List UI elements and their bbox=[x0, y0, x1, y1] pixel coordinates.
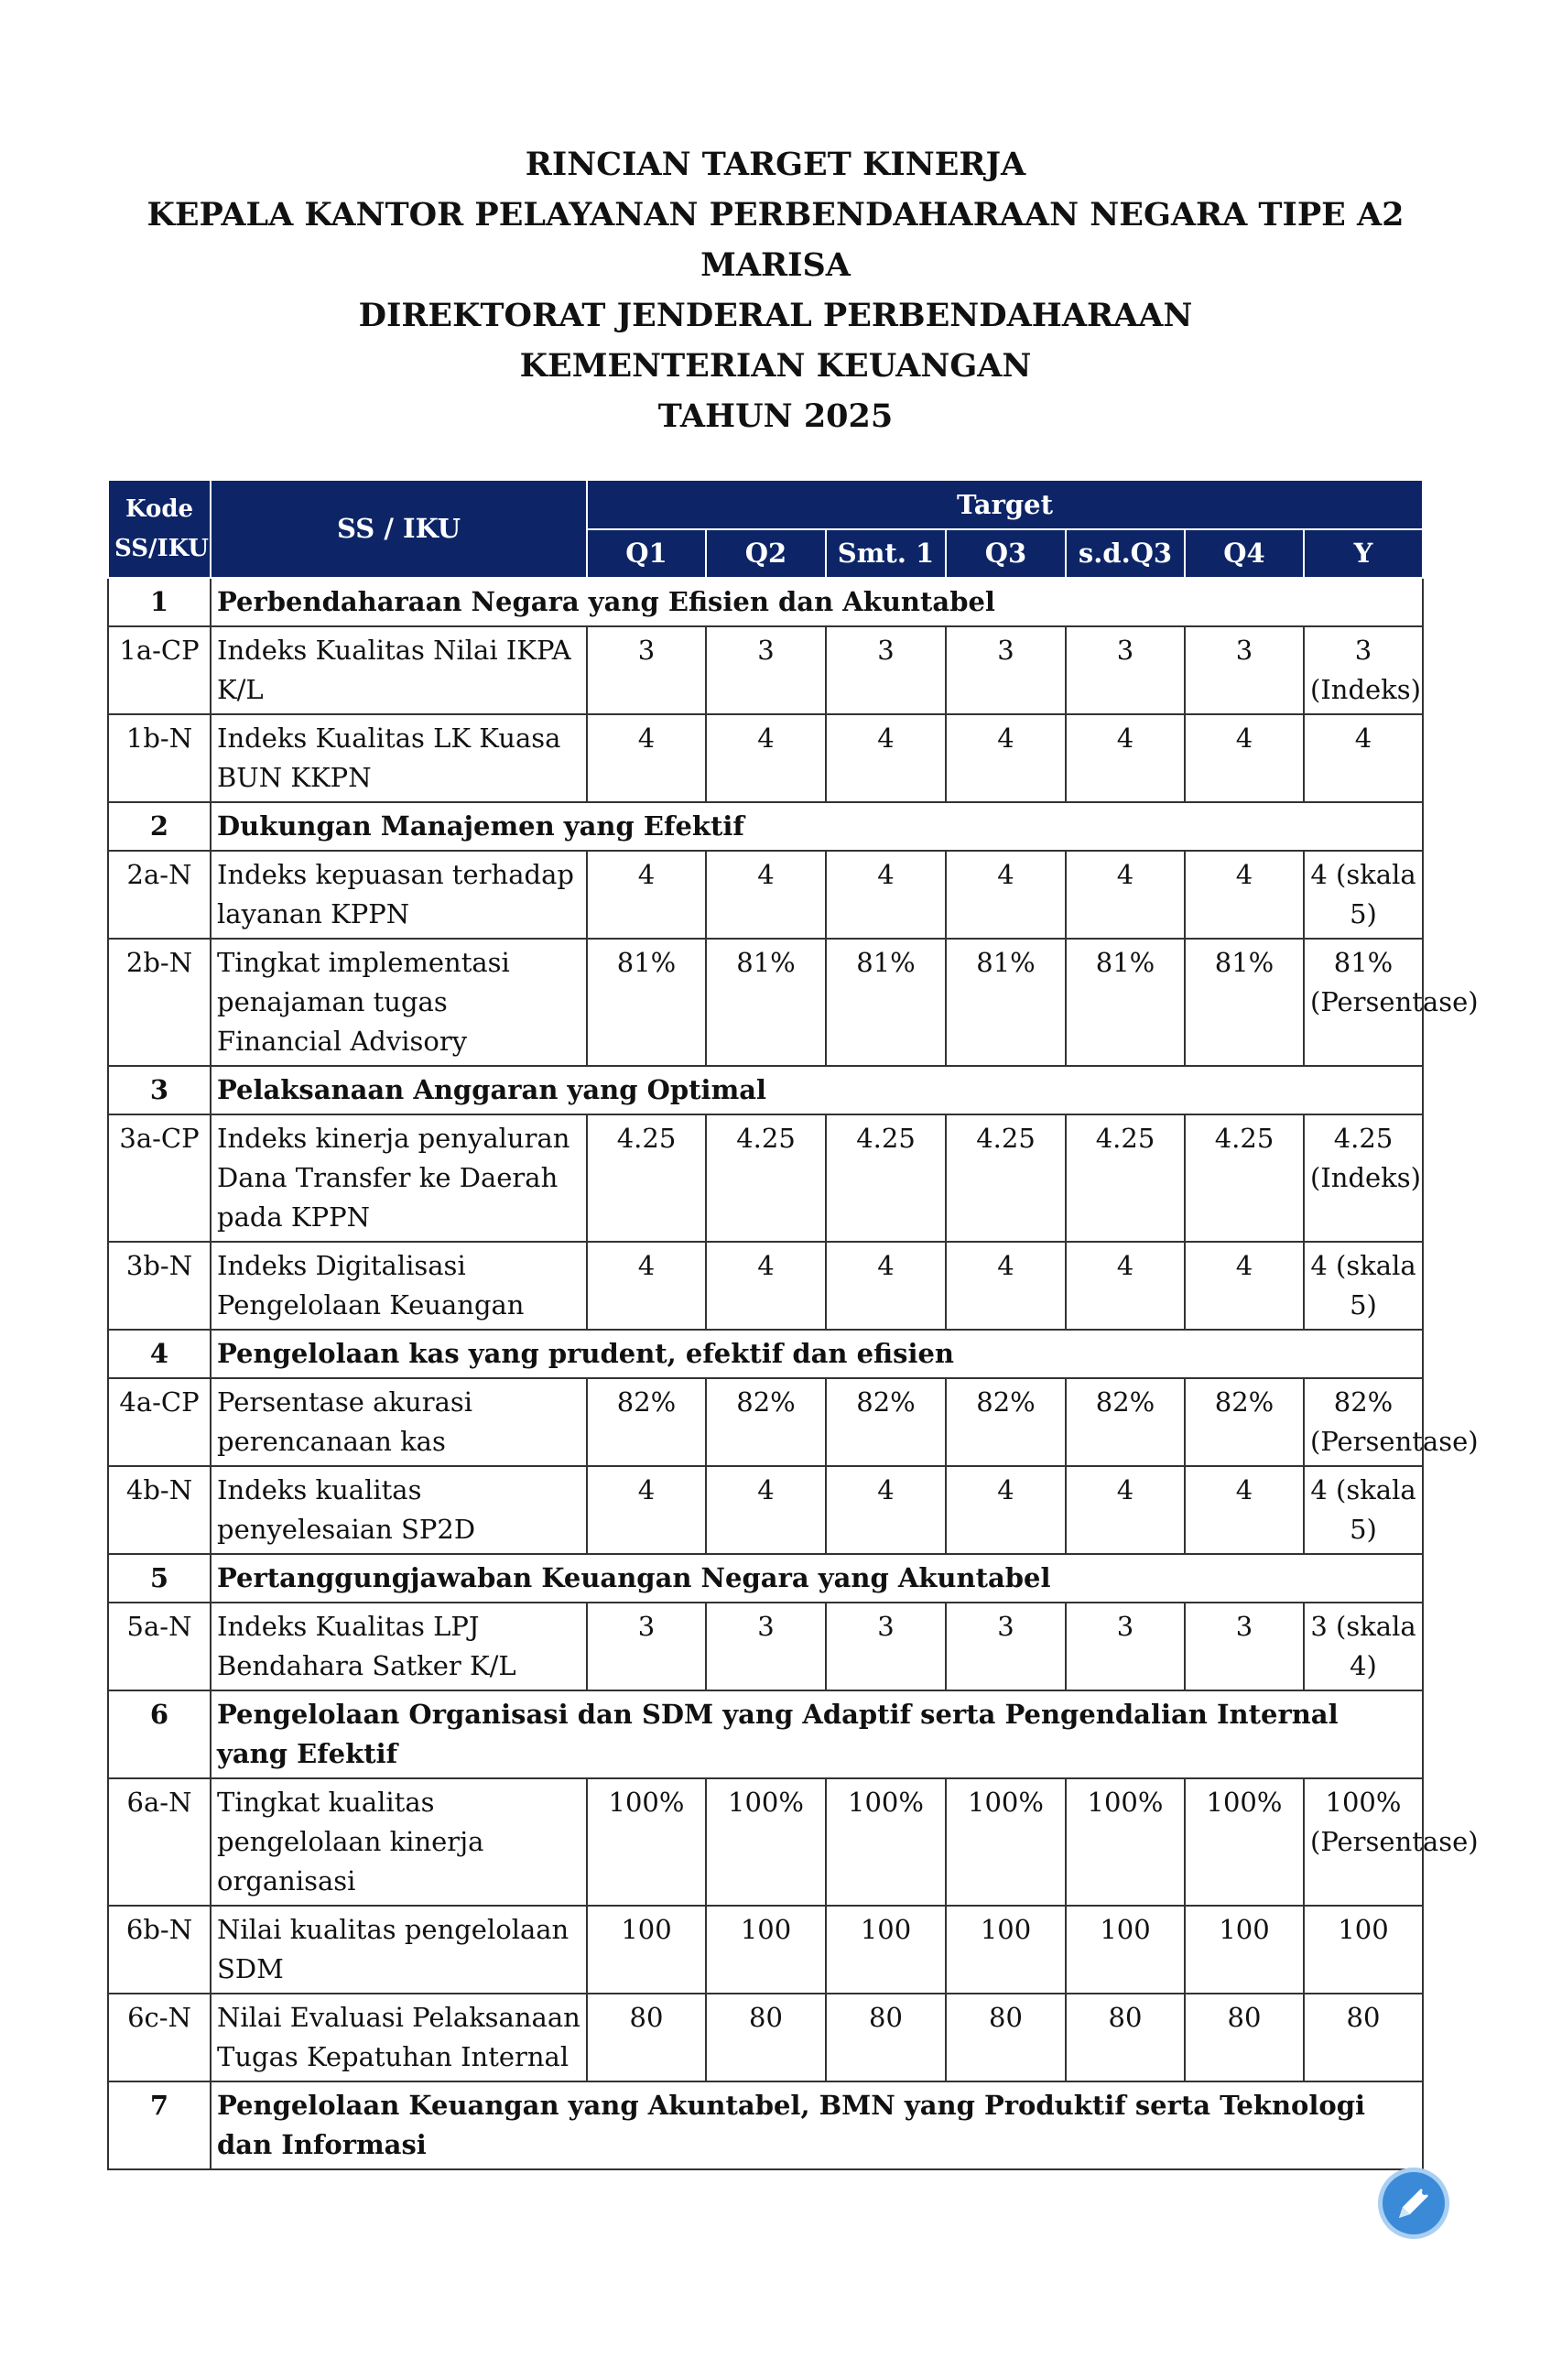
target-value-q2: 4 bbox=[706, 714, 826, 802]
target-value-q3: 3 bbox=[946, 1603, 1066, 1690]
target-value-q3: 100% bbox=[946, 1778, 1066, 1906]
target-value-y: 100% (Persentase) bbox=[1304, 1778, 1423, 1906]
target-value-q3: 81% bbox=[946, 939, 1066, 1066]
target-value-smt1: 81% bbox=[826, 939, 946, 1066]
section-row bbox=[108, 1330, 1423, 1378]
title-line-6: TAHUN 2025 bbox=[657, 397, 894, 435]
iku-code: 5a-N bbox=[108, 1603, 211, 1690]
table-row bbox=[108, 1778, 1423, 1906]
table-row bbox=[108, 1994, 1423, 2081]
table-row bbox=[108, 1242, 1423, 1330]
target-value-q1: 4 bbox=[587, 1242, 706, 1330]
target-value-q4: 3 bbox=[1185, 626, 1304, 714]
title-line-3: MARISA bbox=[700, 246, 851, 284]
target-value-q4: 4 bbox=[1185, 851, 1304, 939]
target-value-q4: 82% bbox=[1185, 1378, 1304, 1466]
section-row bbox=[108, 1066, 1423, 1114]
pen-icon-svg bbox=[1383, 2172, 1445, 2234]
iku-code: 6b-N bbox=[108, 1906, 211, 1994]
target-value-q3: 4 bbox=[946, 851, 1066, 939]
target-value-sdq3: 100 bbox=[1066, 1906, 1185, 1994]
target-value-q4: 81% bbox=[1185, 939, 1304, 1066]
target-value-sdq3: 4.25 bbox=[1066, 1114, 1185, 1242]
title-line-2: KEPALA KANTOR PELAYANAN PERBENDAHARAAN NEGARA TIPE A2 bbox=[146, 196, 1405, 234]
target-value-q1: 80 bbox=[587, 1994, 706, 2081]
header-q3: Q3 bbox=[946, 529, 1066, 578]
section-label: Perbendaharaan Negara yang Efisien dan Akuntabel bbox=[211, 578, 1423, 626]
iku-code: 6a-N bbox=[108, 1778, 211, 1906]
title-line-5: KEMENTERIAN KEUANGAN bbox=[519, 347, 1032, 385]
table-row bbox=[108, 1114, 1423, 1242]
iku-code: 1a-CP bbox=[108, 626, 211, 714]
title-line-1: RINCIAN TARGET KINERJA bbox=[525, 146, 1026, 183]
target-value-q1: 82% bbox=[587, 1378, 706, 1466]
section-label: Pelaksanaan Anggaran yang Optimal bbox=[211, 1066, 1423, 1114]
table-row bbox=[108, 626, 1423, 714]
target-value-smt1: 3 bbox=[826, 626, 946, 714]
target-value-q1: 4 bbox=[587, 851, 706, 939]
target-value-smt1: 4 bbox=[826, 1242, 946, 1330]
header-kode: Kode SS/IKU bbox=[108, 480, 211, 578]
iku-label: Indeks Kualitas LPJ Bendahara Satker K/L bbox=[211, 1603, 587, 1690]
section-row bbox=[108, 2081, 1423, 2169]
section-code: 7 bbox=[108, 2081, 211, 2169]
section-code: 1 bbox=[108, 578, 211, 626]
section-code: 6 bbox=[108, 1690, 211, 1778]
target-value-q3: 4 bbox=[946, 1242, 1066, 1330]
target-value-q3: 80 bbox=[946, 1994, 1066, 2081]
target-value-sdq3: 80 bbox=[1066, 1994, 1185, 2081]
target-value-q1: 81% bbox=[587, 939, 706, 1066]
target-value-smt1: 100 bbox=[826, 1906, 946, 1994]
target-value-sdq3: 4 bbox=[1066, 851, 1185, 939]
target-value-sdq3: 4 bbox=[1066, 1242, 1185, 1330]
target-value-q1: 3 bbox=[587, 1603, 706, 1690]
target-value-sdq3: 4 bbox=[1066, 1466, 1185, 1554]
target-value-y: 80 bbox=[1304, 1994, 1423, 2081]
target-value-q2: 81% bbox=[706, 939, 826, 1066]
iku-label: Nilai kualitas pengelolaan SDM bbox=[211, 1906, 587, 1994]
target-value-smt1: 3 bbox=[826, 1603, 946, 1690]
table-row bbox=[108, 1466, 1423, 1554]
table-row bbox=[108, 851, 1423, 939]
iku-label: Indeks kepuasan terhadap layanan KPPN bbox=[211, 851, 587, 939]
target-value-q1: 4.25 bbox=[587, 1114, 706, 1242]
target-value-y: 82% (Persentase) bbox=[1304, 1378, 1423, 1466]
target-value-q4: 4.25 bbox=[1185, 1114, 1304, 1242]
target-kinerja-table bbox=[107, 479, 1479, 2170]
target-value-q4: 4 bbox=[1185, 1466, 1304, 1554]
iku-label: Persentase akurasi perencanaan kas bbox=[211, 1378, 587, 1466]
iku-code: 4b-N bbox=[108, 1466, 211, 1554]
target-value-q4: 3 bbox=[1185, 1603, 1304, 1690]
target-value-sdq3: 82% bbox=[1066, 1378, 1185, 1466]
target-value-y: 81% (Persentase) bbox=[1304, 939, 1423, 1066]
target-value-sdq3: 4 bbox=[1066, 714, 1185, 802]
section-row bbox=[108, 802, 1423, 851]
target-value-y: 3 (skala 4) bbox=[1304, 1603, 1423, 1690]
target-value-sdq3: 81% bbox=[1066, 939, 1185, 1066]
target-value-smt1: 82% bbox=[826, 1378, 946, 1466]
document-title bbox=[0, 139, 1551, 441]
header-q4: Q4 bbox=[1185, 529, 1304, 578]
section-code: 4 bbox=[108, 1330, 211, 1378]
target-value-q3: 82% bbox=[946, 1378, 1066, 1466]
table-row bbox=[108, 1906, 1423, 1994]
header-ss-iku: SS / IKU bbox=[211, 480, 587, 578]
target-value-y: 3 (Indeks) bbox=[1304, 626, 1423, 714]
iku-code: 1b-N bbox=[108, 714, 211, 802]
target-value-smt1: 4 bbox=[826, 1466, 946, 1554]
section-row bbox=[108, 1554, 1423, 1603]
target-value-y: 4 (skala 5) bbox=[1304, 1242, 1423, 1330]
iku-code: 4a-CP bbox=[108, 1378, 211, 1466]
target-value-smt1: 100% bbox=[826, 1778, 946, 1906]
iku-code: 3a-CP bbox=[108, 1114, 211, 1242]
target-value-q1: 4 bbox=[587, 714, 706, 802]
target-value-q1: 4 bbox=[587, 1466, 706, 1554]
target-value-q1: 3 bbox=[587, 626, 706, 714]
section-row bbox=[108, 1690, 1423, 1778]
target-value-sdq3: 100% bbox=[1066, 1778, 1185, 1906]
target-value-y: 4 (skala 5) bbox=[1304, 851, 1423, 939]
table-row bbox=[108, 1603, 1423, 1690]
target-value-y: 100 bbox=[1304, 1906, 1423, 1994]
pen-icon bbox=[1383, 2172, 1445, 2234]
table-header bbox=[108, 480, 1423, 578]
target-value-q2: 100% bbox=[706, 1778, 826, 1906]
target-value-q1: 100% bbox=[587, 1778, 706, 1906]
section-label: Pengelolaan Organisasi dan SDM yang Adaptif serta Pengendalian Internal yang Efektif bbox=[211, 1690, 1423, 1778]
section-code: 2 bbox=[108, 802, 211, 851]
target-value-y: 4.25 (Indeks) bbox=[1304, 1114, 1423, 1242]
target-value-q2: 80 bbox=[706, 1994, 826, 2081]
section-label: Dukungan Manajemen yang Efektif bbox=[211, 802, 1423, 851]
table-row bbox=[108, 714, 1423, 802]
iku-label: Indeks Kualitas Nilai IKPA K/L bbox=[211, 626, 587, 714]
table-body bbox=[108, 578, 1479, 2169]
iku-label: Nilai Evaluasi Pelaksanaan Tugas Kepatuhan Internal bbox=[211, 1994, 587, 2081]
iku-label: Indeks kinerja penyaluran Dana Transfer ke Daerah pada KPPN bbox=[211, 1114, 587, 1242]
section-code: 3 bbox=[108, 1066, 211, 1114]
target-value-sdq3: 3 bbox=[1066, 1603, 1185, 1690]
target-value-smt1: 4 bbox=[826, 714, 946, 802]
target-value-q3: 100 bbox=[946, 1906, 1066, 1994]
header-y: Y bbox=[1304, 529, 1423, 578]
target-value-q2: 4 bbox=[706, 1242, 826, 1330]
target-value-y: 4 (skala 5) bbox=[1304, 1466, 1423, 1554]
section-row bbox=[108, 578, 1423, 626]
target-value-q2: 4.25 bbox=[706, 1114, 826, 1242]
header-target: Target bbox=[587, 480, 1423, 529]
target-value-sdq3: 3 bbox=[1066, 626, 1185, 714]
target-value-q2: 3 bbox=[706, 626, 826, 714]
target-value-q3: 3 bbox=[946, 626, 1066, 714]
target-value-smt1: 4 bbox=[826, 851, 946, 939]
header-smt1: Smt. 1 bbox=[826, 529, 946, 578]
section-label: Pertanggungjawaban Keuangan Negara yang Akuntabel bbox=[211, 1554, 1423, 1603]
target-value-q4: 4 bbox=[1185, 1242, 1304, 1330]
iku-label: Indeks Kualitas LK Kuasa BUN KKPN bbox=[211, 714, 587, 802]
target-value-q2: 100 bbox=[706, 1906, 826, 1994]
iku-label: Tingkat kualitas pengelolaan kinerja organisasi bbox=[211, 1778, 587, 1906]
iku-code: 2b-N bbox=[108, 939, 211, 1066]
target-value-q2: 82% bbox=[706, 1378, 826, 1466]
header-q2: Q2 bbox=[706, 529, 826, 578]
table-row bbox=[108, 1378, 1423, 1466]
section-label: Pengelolaan Keuangan yang Akuntabel, BMN yang Produktif serta Teknologi dan Informasi bbox=[211, 2081, 1423, 2169]
target-value-q1: 100 bbox=[587, 1906, 706, 1994]
header-sdq3: s.d.Q3 bbox=[1066, 529, 1185, 578]
target-value-q3: 4.25 bbox=[946, 1114, 1066, 1242]
iku-code: 2a-N bbox=[108, 851, 211, 939]
target-value-q4: 100 bbox=[1185, 1906, 1304, 1994]
target-value-y: 4 bbox=[1304, 714, 1423, 802]
iku-code: 3b-N bbox=[108, 1242, 211, 1330]
header-q1: Q1 bbox=[587, 529, 706, 578]
target-value-smt1: 4.25 bbox=[826, 1114, 946, 1242]
target-value-q3: 4 bbox=[946, 714, 1066, 802]
target-value-q2: 4 bbox=[706, 851, 826, 939]
target-value-q4: 80 bbox=[1185, 1994, 1304, 2081]
target-value-smt1: 80 bbox=[826, 1994, 946, 2081]
section-code: 5 bbox=[108, 1554, 211, 1603]
iku-label: Indeks kualitas penyelesaian SP2D bbox=[211, 1466, 587, 1554]
iku-label: Indeks Digitalisasi Pengelolaan Keuangan bbox=[211, 1242, 587, 1330]
iku-code: 6c-N bbox=[108, 1994, 211, 2081]
table-row bbox=[108, 939, 1423, 1066]
target-value-q3: 4 bbox=[946, 1466, 1066, 1554]
title-line-4: DIREKTORAT JENDERAL PERBENDAHARAAN bbox=[358, 297, 1193, 334]
section-label: Pengelolaan kas yang prudent, efektif dan efisien bbox=[211, 1330, 1423, 1378]
iku-label: Tingkat implementasi penajaman tugas Financial Advisory bbox=[211, 939, 587, 1066]
target-value-q4: 4 bbox=[1185, 714, 1304, 802]
target-value-q4: 100% bbox=[1185, 1778, 1304, 1906]
target-value-q2: 3 bbox=[706, 1603, 826, 1690]
target-value-q2: 4 bbox=[706, 1466, 826, 1554]
